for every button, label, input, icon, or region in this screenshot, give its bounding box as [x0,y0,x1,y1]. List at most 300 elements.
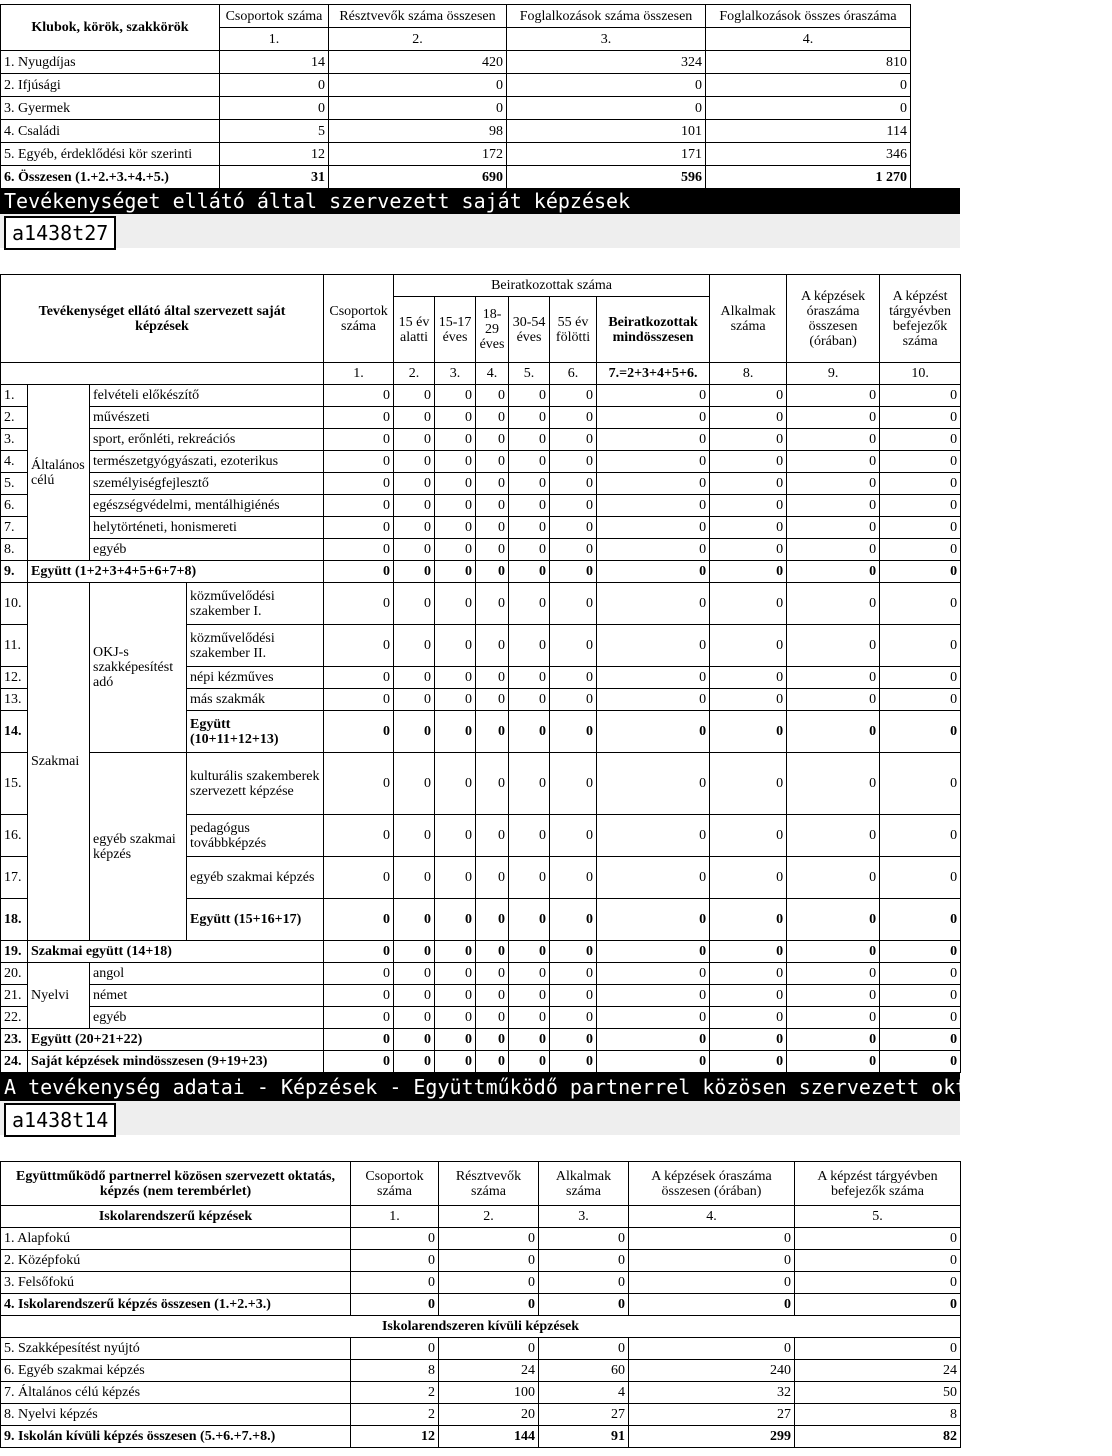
cell-value: 0 [550,963,597,985]
cell-value: 0 [324,753,394,815]
table-row [1,941,961,963]
cell-value: 2 [351,1382,439,1404]
cell-value: 0 [539,1250,629,1272]
row-label: 4. Családi [1,120,220,143]
cell-value: 0 [706,97,911,120]
cell-value: 0 [787,517,880,539]
cell-value: 0 [507,97,706,120]
cell-value: 0 [787,899,880,941]
cell-value: 0 [509,385,550,407]
cell-value: 0 [597,451,710,473]
cell-value: 0 [435,561,476,583]
cell-value: 0 [597,429,710,451]
table-row [1,51,911,74]
cell-value: 0 [394,385,435,407]
table-row [1,1404,961,1426]
cell-value: 0 [597,689,710,711]
cell-value: 0 [880,473,961,495]
cell-value: 0 [435,899,476,941]
cell-value: 346 [706,143,911,166]
cell-value: 0 [787,711,880,753]
cell-value: 0 [435,539,476,561]
colnum: 8. [710,363,787,385]
cell-value: 0 [880,429,961,451]
cell-value: 0 [550,941,597,963]
cell-value: 0 [710,473,787,495]
cell-value: 0 [787,857,880,899]
cell-value: 0 [509,539,550,561]
row-label: angol [90,963,324,985]
row-label: 6. Egyéb szakmai képzés [1,1360,351,1382]
cell-value: 0 [880,815,961,857]
cell-value: 0 [476,385,509,407]
group-language: Nyelvi [28,963,90,1029]
cell-value: 0 [324,1007,394,1029]
colnum: 1. [351,1206,439,1228]
cell-value: 0 [324,857,394,899]
cell-value: 0 [710,899,787,941]
cell-value: 0 [629,1272,795,1294]
row-label: Saját képzések mindösszesen (9+19+23) [28,1051,324,1073]
cell-value: 596 [507,166,706,189]
cell-value: 0 [597,815,710,857]
header-groups: Csoportok száma [220,5,329,28]
cell-value: 0 [476,1007,509,1029]
cell-value: 0 [476,407,509,429]
colnum: 4. [476,363,509,385]
cell-value: 0 [394,689,435,711]
header-clubs: Klubok, körök, szakkörök [1,5,220,51]
cell-value: 0 [787,429,880,451]
cell-value: 0 [329,74,507,97]
header-completed: A képzést tárgyévben befejezők száma [880,275,961,363]
group-general: Általános célú [28,385,90,561]
group-okj: OKJ-s szakképesítést adó [90,583,187,753]
cell-value: 98 [329,120,507,143]
cell-value: 0 [394,985,435,1007]
cell-value: 0 [550,1029,597,1051]
cell-value: 0 [550,753,597,815]
row-label: más szakmák [187,689,324,711]
cell-value: 0 [509,1051,550,1073]
cell-value: 0 [439,1272,539,1294]
cell-value: 0 [550,625,597,667]
cell-value: 0 [550,857,597,899]
cell-value: 0 [597,583,710,625]
row-number: 6. [1,495,28,517]
cell-value: 0 [710,385,787,407]
cell-value: 0 [394,539,435,561]
cell-value: 0 [324,495,394,517]
colnum: 2. [394,363,435,385]
cell-value: 171 [507,143,706,166]
cell-value: 24 [795,1360,961,1382]
table-row [1,985,961,1007]
cell-value: 0 [710,517,787,539]
cell-value: 0 [439,1338,539,1360]
cell-value: 0 [787,815,880,857]
row-number: 20. [1,963,28,985]
cell-value: 0 [435,963,476,985]
cell-value: 0 [550,667,597,689]
cell-value: 0 [394,1051,435,1073]
cell-value: 1 270 [706,166,911,189]
colnum: 1. [324,363,394,385]
cell-value: 0 [539,1228,629,1250]
cell-value: 0 [787,473,880,495]
cell-value: 0 [324,1051,394,1073]
cell-value: 0 [435,451,476,473]
colnum: 2. [329,28,507,51]
row-number: 9. [1,561,28,583]
cell-value: 0 [629,1250,795,1272]
cell-value: 0 [550,1007,597,1029]
cell-value: 0 [550,561,597,583]
cell-value: 0 [394,407,435,429]
table-row [1,1272,961,1294]
cell-value: 0 [476,985,509,1007]
partner-trainings-table [0,1161,961,1448]
cell-value: 0 [597,963,710,985]
cell-value: 0 [710,985,787,1007]
table-row [1,1007,961,1029]
cell-value: 0 [476,517,509,539]
cell-value: 0 [880,689,961,711]
cell-value: 0 [880,1007,961,1029]
cell-value: 12 [220,143,329,166]
cell-value: 0 [710,815,787,857]
cell-value: 0 [435,625,476,667]
row-number: 24. [1,1051,28,1073]
cell-value: 0 [435,517,476,539]
row-label: egészségvédelmi, mentálhigiénés [90,495,324,517]
cell-value: 0 [324,963,394,985]
row-label: Együtt (15+16+17) [187,899,324,941]
cell-value: 0 [435,473,476,495]
table-row [1,1051,961,1073]
cell-value: 0 [476,667,509,689]
cell-value: 0 [476,753,509,815]
cell-value: 0 [550,495,597,517]
cell-value: 0 [880,857,961,899]
cell-value: 324 [507,51,706,74]
table-row [1,1360,961,1382]
colnum: 4. [706,28,911,51]
cell-value: 0 [550,385,597,407]
cell-value: 0 [787,1029,880,1051]
cell-value: 0 [880,941,961,963]
table-row [1,407,961,429]
cell-value: 0 [476,899,509,941]
cell-value: 0 [795,1294,961,1316]
header-hours: A képzések óraszáma összesen (órában) [787,275,880,363]
cell-value: 0 [597,667,710,689]
cell-value: 0 [394,963,435,985]
code-band [0,214,960,248]
cell-value: 0 [550,429,597,451]
row-number: 4. [1,451,28,473]
cell-value: 0 [710,539,787,561]
cell-value: 0 [324,985,394,1007]
row-label: helytörténeti, honismereti [90,517,324,539]
cell-value: 0 [550,689,597,711]
cell-value: 0 [597,1051,710,1073]
cell-value: 0 [435,815,476,857]
cell-value: 0 [509,985,550,1007]
header-own-trainings: Tevékenységet ellátó által szervezett saját képzések [1,275,324,363]
cell-value: 0 [435,385,476,407]
cell-value: 0 [787,753,880,815]
cell-value: 690 [329,166,507,189]
cell-value: 0 [539,1272,629,1294]
cell-value: 32 [629,1382,795,1404]
cell-value: 0 [435,985,476,1007]
cell-value: 0 [324,941,394,963]
row-label: személyiségfejlesztő [90,473,324,495]
row-label: 5. Egyéb, érdeklődési kör szerinti [1,143,220,166]
cell-value: 0 [439,1250,539,1272]
cell-value: 8 [351,1360,439,1382]
cell-value: 0 [597,407,710,429]
cell-value: 0 [597,561,710,583]
cell-value: 0 [509,689,550,711]
cell-value: 101 [507,120,706,143]
cell-value: 0 [476,495,509,517]
cell-value: 0 [435,583,476,625]
cell-value: 0 [351,1294,439,1316]
cell-value: 0 [597,517,710,539]
section-code: a1438t27 [4,216,116,250]
cell-value: 0 [787,941,880,963]
cell-value: 0 [324,1029,394,1051]
cell-value: 0 [220,97,329,120]
own-trainings-table [0,274,961,1073]
table-row [1,429,961,451]
table-row [1,120,911,143]
cell-value: 0 [787,625,880,667]
row-label: népi kézműves [187,667,324,689]
cell-value: 0 [507,74,706,97]
cell-value: 0 [539,1294,629,1316]
cell-value: 0 [550,451,597,473]
row-label: természetgyógyászati, ezoterikus [90,451,324,473]
cell-value: 0 [710,495,787,517]
cell-value: 0 [787,689,880,711]
cell-value: 0 [351,1272,439,1294]
table-row [1,753,961,815]
cell-value: 0 [476,941,509,963]
cell-value: 0 [394,451,435,473]
cell-value: 0 [435,689,476,711]
row-label: Szakmai együtt (14+18) [28,941,324,963]
cell-value: 0 [787,583,880,625]
cell-value: 0 [509,561,550,583]
cell-value: 0 [476,1029,509,1051]
cell-value: 0 [324,561,394,583]
cell-value: 0 [550,517,597,539]
cell-value: 0 [476,561,509,583]
cell-value: 0 [509,1007,550,1029]
cell-value: 0 [710,941,787,963]
cell-value: 0 [394,429,435,451]
cell-value: 0 [476,1051,509,1073]
row-label: 6. Összesen (1.+2.+3.+4.+5.) [1,166,220,189]
table-row [1,97,911,120]
cell-value: 0 [324,583,394,625]
colnum: 5. [509,363,550,385]
cell-value: 8 [795,1404,961,1426]
cell-value: 0 [394,667,435,689]
cell-value: 0 [539,1338,629,1360]
cell-value: 0 [394,1029,435,1051]
cell-value: 0 [394,473,435,495]
cell-value: 420 [329,51,507,74]
cell-value: 0 [880,667,961,689]
row-number: 15. [1,753,28,815]
row-label: közművelődési szakember II. [187,625,324,667]
clubs-table [0,4,911,189]
cell-value: 0 [787,539,880,561]
cell-value: 0 [394,941,435,963]
row-label: 1. Nyugdíjas [1,51,220,74]
row-number: 10. [1,583,28,625]
row-label: 2. Középfokú [1,1250,351,1272]
header-enrolled-total: Beiratkozottak mindösszesen [597,297,710,363]
cell-value: 0 [787,561,880,583]
cell-value: 0 [880,1051,961,1073]
cell-value: 0 [550,539,597,561]
header-partner-trainings: Együttműködő partnerrel közösen szervezett oktatás, képzés (nem terembérlet) [1,1162,351,1206]
row-label: egyéb [90,1007,324,1029]
cell-value: 0 [324,815,394,857]
cell-value: 0 [550,711,597,753]
cell-value: 0 [324,539,394,561]
cell-value: 0 [509,517,550,539]
colnum: 1. [220,28,329,51]
cell-value: 0 [394,711,435,753]
cell-value: 0 [550,815,597,857]
cell-value: 0 [329,97,507,120]
cell-value: 0 [706,74,911,97]
cell-value: 0 [880,985,961,1007]
cell-value: 0 [710,711,787,753]
cell-value: 0 [550,583,597,625]
header-groups: Csoportok száma [324,275,394,363]
cell-value: 0 [880,899,961,941]
cell-value: 299 [629,1426,795,1448]
cell-value: 0 [880,625,961,667]
row-number: 1. [1,385,28,407]
subheader-school: Iskolarendszerű képzések [1,1206,351,1228]
cell-value: 0 [220,74,329,97]
row-number: 16. [1,815,28,857]
header-under-15: 15 év alatti [394,297,435,363]
cell-value: 0 [394,857,435,899]
cell-value: 0 [439,1294,539,1316]
header-hours: Foglalkozások összes óraszáma [706,5,911,28]
cell-value: 0 [476,583,509,625]
cell-value: 0 [394,561,435,583]
row-number: 19. [1,941,28,963]
cell-value: 12 [351,1426,439,1448]
header-18-29: 18-29 éves [476,297,509,363]
table-row [1,451,961,473]
table-row [1,1294,961,1316]
table-row [1,1029,961,1051]
colnum: 7.=2+3+4+5+6. [597,363,710,385]
cell-value: 0 [597,495,710,517]
cell-value: 0 [476,539,509,561]
table-row [1,166,911,189]
cell-value: 0 [597,1029,710,1051]
cell-value: 4 [539,1382,629,1404]
row-number: 2. [1,407,28,429]
cell-value: 0 [880,407,961,429]
section-code: a1438t14 [4,1103,116,1137]
cell-value: 0 [710,963,787,985]
cell-value: 0 [597,473,710,495]
header-participants: Résztvevők száma [439,1162,539,1206]
row-number: 8. [1,539,28,561]
cell-value: 0 [880,517,961,539]
row-label: felvételi előkészítő [90,385,324,407]
cell-value: 0 [509,667,550,689]
cell-value: 24 [439,1360,539,1382]
cell-value: 0 [880,963,961,985]
section-title-own-trainings: Tevékenységet ellátó által szervezett saját képzések [0,188,960,214]
group-other-professional: egyéb szakmai képzés [90,753,187,941]
cell-value: 100 [439,1382,539,1404]
cell-value: 0 [435,711,476,753]
cell-value: 0 [435,1051,476,1073]
table-row [1,561,961,583]
cell-value: 0 [351,1338,439,1360]
row-number: 5. [1,473,28,495]
cell-value: 0 [710,1051,787,1073]
cell-value: 0 [509,625,550,667]
subheader-non-school: Iskolarendszeren kívüli képzések [1,1316,961,1338]
cell-value: 0 [476,815,509,857]
row-number: 18. [1,899,28,941]
cell-value: 0 [880,711,961,753]
cell-value: 0 [435,1007,476,1029]
cell-value: 0 [435,753,476,815]
cell-value: 0 [795,1228,961,1250]
header-occasions: Alkalmak száma [710,275,787,363]
cell-value: 0 [795,1272,961,1294]
row-label: 4. Iskolarendszerű képzés összesen (1.+2.+3.) [1,1294,351,1316]
cell-value: 0 [351,1228,439,1250]
cell-value: 27 [629,1404,795,1426]
row-label: 1. Alapfokú [1,1228,351,1250]
cell-value: 0 [710,407,787,429]
cell-value: 0 [787,407,880,429]
cell-value: 0 [509,473,550,495]
cell-value: 0 [509,711,550,753]
group-professional: Szakmai [28,583,90,941]
cell-value: 0 [710,753,787,815]
cell-value: 0 [787,385,880,407]
cell-value: 0 [710,625,787,667]
cell-value: 0 [787,963,880,985]
table-row [1,385,961,407]
cell-value: 14 [220,51,329,74]
cell-value: 0 [324,689,394,711]
cell-value: 0 [509,857,550,899]
cell-value: 0 [324,899,394,941]
cell-value: 0 [509,429,550,451]
cell-value: 0 [787,451,880,473]
